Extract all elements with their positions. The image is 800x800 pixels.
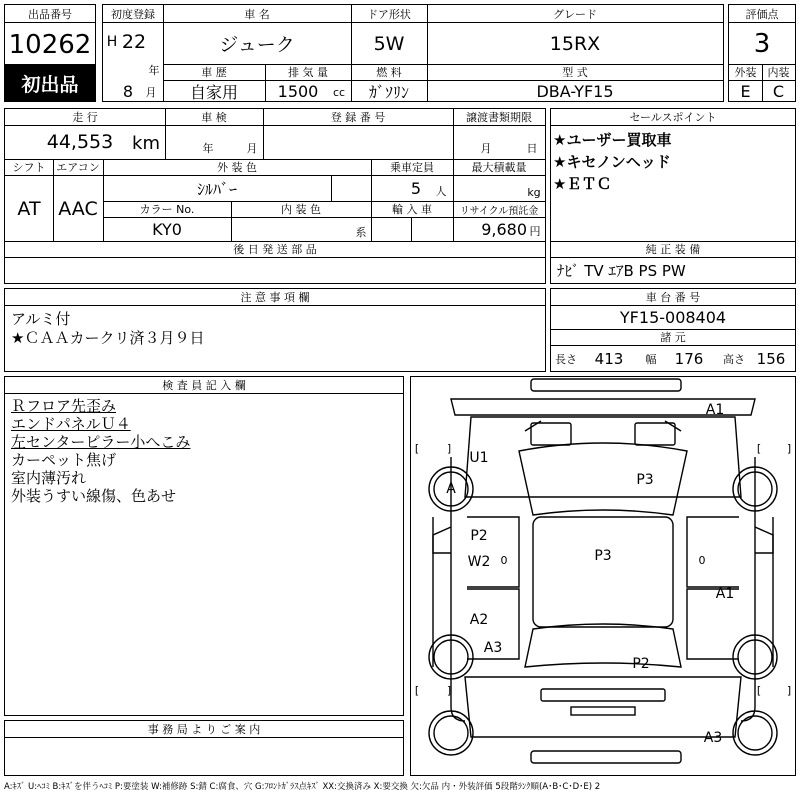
inspector-box [4,376,404,716]
mileage-label: 走 行 [72,111,98,124]
inspector-line-2: エンドパネルＵ４ [11,415,131,433]
color-no-label: カラー No. [139,203,195,216]
name-label: 車 名 [244,7,270,21]
later-parts-label: 後 日 発 送 部 品 [233,243,317,256]
capacity-unit: 人 [435,185,447,198]
score-label: 評価点 [745,7,779,21]
width-value: 176 [674,350,704,368]
door-label: ドア形状 [367,7,411,21]
fuel: ｶﾞｿﾘﾝ [368,82,409,101]
equipment-label: 純 正 装 備 [645,243,701,256]
inspection-month-unit: 月 [246,142,258,155]
recycle-unit: 円 [529,225,541,238]
notes-box [4,288,546,372]
height-value: 156 [756,350,786,368]
chassis-number: YF15-008404 [619,308,727,327]
notes-label: 注 意 事 項 欄 [240,291,310,304]
length-value: 413 [594,350,624,368]
mark-left-front-door: P2 [470,528,488,544]
width-label: 幅 [645,353,657,366]
mark-left-fender: U1 [469,450,489,466]
lot-number: 10262 [8,30,92,60]
inspector-line-4: カーペット焦げ [11,451,117,469]
color-no: KY0 [152,220,182,239]
exterior-label: 外装 [734,66,757,79]
inspector-line-5: 室内薄汚れ [11,469,87,487]
recycle-label: リサイクル預託金 [459,205,539,217]
load-label: 最大積載量 [471,161,527,174]
displacement-label: 排 気 量 [288,66,328,79]
mark-left-front-wheel: A [446,481,456,497]
first-listing-badge [4,64,96,102]
ac: AAC [58,197,98,220]
mark-left-front-door-repair: W2 [467,554,491,570]
sales-point-2: ★キセノンヘッド [553,153,671,171]
grade-label: グレード [553,7,597,21]
shift-label: シフト [12,161,46,174]
displacement: 1500 [277,81,319,101]
mileage-unit: km [132,132,160,154]
bracket-right-bottom-close: ] [786,683,792,697]
import-label: 輸 入 車 [392,203,432,216]
bracket-left-bottom-close: ] [446,683,452,697]
body-color: ｼﾙﾊﾞｰ [196,180,237,199]
grade: 15RX [549,32,601,55]
year-unit: 年 [148,64,160,77]
zero-right: 0 [698,553,706,567]
capacity: 5 [410,179,422,198]
bracket-right-bottom-open: [ [756,683,762,697]
capacity-label: 乗車定員 [390,161,434,174]
first-listing-text: 初出品 [21,73,79,96]
month-unit: 月 [145,86,157,99]
interior-grade: C [772,81,785,101]
reg-year: 22 [121,31,147,53]
plate-label: 登 録 番 号 [330,111,386,124]
color-label: 外 装 色 [217,161,257,174]
mark-left-rear-door: A2 [469,612,489,628]
chassis-box [550,288,796,372]
history-label: 車 歴 [201,66,227,79]
inspection-year-unit: 年 [202,142,214,155]
score: 3 [753,28,771,59]
office-box [4,720,404,776]
mark-roof: P3 [594,548,612,564]
bracket-left-bottom-open: [ [414,683,420,697]
transfer-label: 譲渡書類期限 [466,111,532,124]
inspector-label: 検 査 員 記 入 欄 [162,379,246,392]
ac-label: エアコン [56,161,100,174]
inspection-label: 車 検 [201,111,227,124]
displacement-unit: cc [332,85,346,99]
score-table [728,4,796,102]
bracket-left-top-open: [ [414,441,420,455]
fuel-label: 燃 料 [376,66,402,79]
mileage: 44,553 [46,131,114,153]
era: H [106,34,118,50]
interior-color-label: 内 装 色 [281,203,321,216]
lot-label: 出品番号 [28,7,72,21]
sales-point-3: ★ＥＴＣ [553,175,612,193]
load-unit: kg [527,185,541,199]
detail-table [4,108,546,284]
mark-right-rear-door: A1 [715,586,735,602]
transfer-month-unit: 月 [480,142,492,155]
transfer-day-unit: 日 [526,142,538,155]
interior-label: 内装 [767,66,790,79]
shift: AT [17,197,41,220]
note-line-1: アルミ付 [11,310,71,328]
inspector-line-3: 左センターピラー小へこみ [11,433,191,451]
mark-hood: P3 [636,472,654,488]
bracket-left-top-close: ] [446,441,452,455]
equipment: ﾅﾋﾞ TV ｴｱB PS PW [557,262,686,280]
mark-rear-bumper: A3 [703,730,723,746]
damage-diagram [410,376,796,776]
sales-label: セールスポイント [629,111,717,124]
zero-left: 0 [500,553,508,567]
recycle-amount: 9,680 [481,220,527,239]
legend-text: A:ｷｽﾞ U:ﾍｺﾐ B:ｷｽﾞを伴うﾍｺﾐ P:要塗装 W:補修跡 S:錆 C:腐食、穴 G:ﾌﾛﾝﾄｶﾞﾗｽ点ｷｽﾞ XX:交換済み X:要交換 欠:欠品 内・外装評価 5段階ﾗﾝｸ順(A･B･C･D･E) 2 [4,782,601,792]
reg-label: 初度登録 [111,7,155,21]
model-label: 型 式 [562,66,588,79]
interior-color-unit: 系 [355,226,367,239]
inspector-line-6: 外装うすい線傷、色あせ [11,487,177,505]
mark-left-rear-fender: A3 [483,640,503,656]
header-table [102,4,724,102]
reg-month: 8 [122,81,134,101]
bracket-right-top-close: ] [786,441,792,455]
bracket-right-top-open: [ [756,441,762,455]
sales-equipment-table [550,108,796,284]
dims-label: 諸 元 [660,331,686,344]
car-name: ジューク [219,34,295,56]
car-outline [411,377,795,775]
mark-front-panel: A1 [705,402,725,418]
height-label: 高さ [723,353,745,366]
note-line-2: ★ＣＡＡカークリ済３月９日 [11,329,205,347]
car-history: 自家用 [189,82,238,101]
chassis-label: 車 台 番 号 [645,291,701,304]
inspector-line-1: Ｒフロア先歪み [11,397,117,415]
door-type: 5W [373,32,405,55]
sales-point-1: ★ユーザー買取車 [553,131,672,149]
model-code: DBA-YF15 [536,81,614,101]
mark-trunk: P2 [632,656,650,672]
office-label: 事 務 局 よ り ご 案 内 [147,723,261,736]
length-label: 長さ [555,353,577,366]
exterior-grade: E [740,81,751,101]
